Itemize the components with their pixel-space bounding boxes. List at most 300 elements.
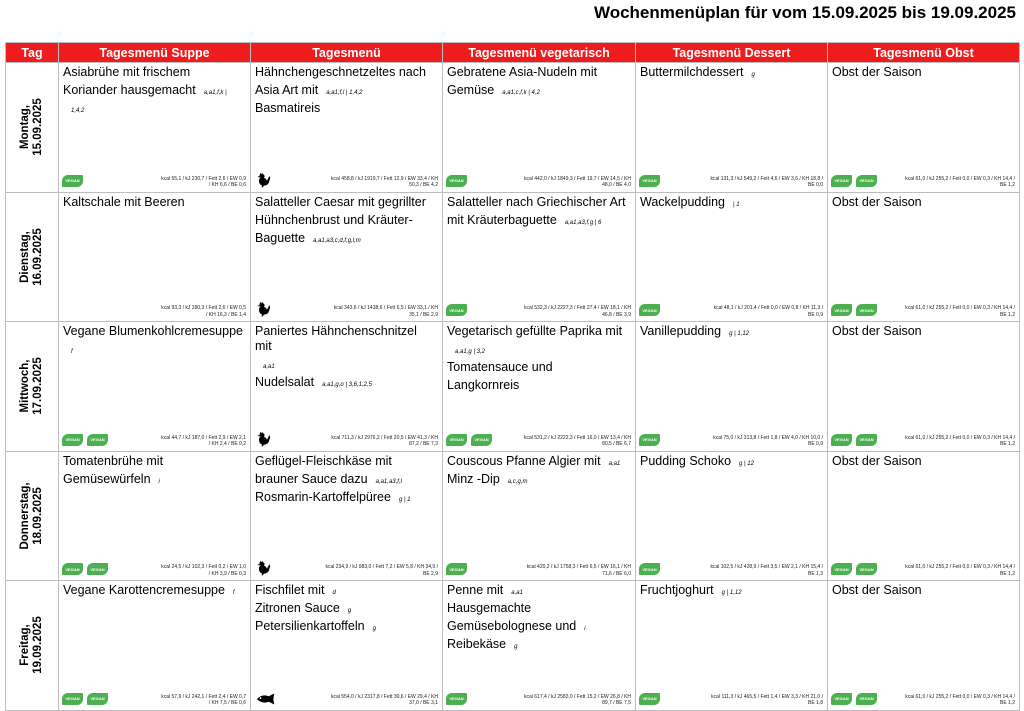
allergen-codes: g xyxy=(514,644,518,650)
dish-text: Hausgemachte xyxy=(447,601,532,615)
dish-line xyxy=(640,583,822,601)
menu-cell-content xyxy=(636,452,827,581)
nutrition-line: kcal 61,0 / kJ 255,2 / Fett 0,0 / EW 0,3 / KH 14,4 / xyxy=(905,434,1015,441)
badge-group xyxy=(831,693,877,705)
dish-name xyxy=(255,195,437,249)
vegan-leaf-icon: VEGAN xyxy=(639,304,660,316)
dish-line xyxy=(255,490,437,508)
day-row xyxy=(6,192,1020,322)
dish-line xyxy=(63,342,245,360)
day-label xyxy=(19,616,45,674)
menu-cell-obst xyxy=(828,451,1020,581)
badge-group xyxy=(831,563,877,575)
menu-cell-content xyxy=(443,322,635,451)
dish-line xyxy=(447,619,630,637)
vegan-leaf-icon: VEGAN xyxy=(831,175,852,187)
vegan-leaf-icon: VEGAN xyxy=(62,693,83,705)
dish-text: Fischfilet mit xyxy=(255,583,325,597)
dish-line xyxy=(255,454,437,472)
dish-name xyxy=(255,65,437,119)
dish-line xyxy=(447,83,630,101)
dish-line xyxy=(63,324,245,342)
menu-cell-content xyxy=(636,193,827,322)
badge-group xyxy=(639,563,660,575)
dish-name xyxy=(832,65,1014,83)
nutrition-line: 89,7 / BE 7,5 xyxy=(602,700,631,706)
dish-name xyxy=(447,454,630,490)
dish-line xyxy=(255,583,437,601)
menu-cell-menu xyxy=(251,192,443,322)
dish-line xyxy=(63,583,245,601)
vegan-leaf-icon: VEGAN xyxy=(831,434,852,446)
allergen-codes: i xyxy=(158,478,160,485)
allergen-codes: a,a1,c,f,k | 4,2 xyxy=(502,90,540,96)
nutrition-info xyxy=(713,435,823,448)
vegan-leaf-icon: VEGAN xyxy=(856,563,877,575)
dish-line xyxy=(640,454,822,472)
nutrition-info xyxy=(527,564,631,577)
dish-line xyxy=(255,65,437,83)
nutrition-line: 80,5 / BE 6,7 xyxy=(602,441,631,447)
dish-text: Obst der Saison xyxy=(832,194,922,209)
nutrition-line: kcal 458,8 / kJ 1919,7 / Fett 12,9 / EW 33,4 / KH xyxy=(331,175,438,182)
menu-cell-suppe xyxy=(59,63,251,193)
nutrition-line: 46,8 / BE 3,9 xyxy=(602,311,631,318)
dish-line xyxy=(255,231,437,249)
badge-group xyxy=(639,693,660,705)
badge-group xyxy=(639,304,660,316)
badge-group xyxy=(831,434,877,446)
allergen-codes: 1,4,2 xyxy=(71,108,85,114)
dish-name xyxy=(832,195,1014,213)
menu-cell-content xyxy=(59,581,250,710)
dish-line xyxy=(640,195,822,213)
dish-text: Koriander hausgemacht xyxy=(63,83,196,97)
menu-cell-obst xyxy=(828,581,1020,711)
dish-name xyxy=(63,324,245,360)
nutrition-line: kcal 554,0 / kJ 2317,8 / Fett 30,6 / EW 29,4 / KH xyxy=(331,693,438,700)
allergen-codes: a,a1,a3,c,d,f,g,l,m xyxy=(313,237,361,244)
dish-name xyxy=(832,454,1014,472)
dish-text: Rosmarin-Kartoffelpüree xyxy=(255,489,391,504)
vegan-leaf-icon: VEGAN xyxy=(856,175,877,187)
dish-text: Tomatensauce und xyxy=(447,360,553,374)
dish-text: Fruchtjoghurt xyxy=(640,583,714,597)
day-label xyxy=(19,228,45,286)
nutrition-line: kcal 532,3 / kJ 2227,3 / Fett 27,4 / EW 18,1 / KH xyxy=(524,305,631,311)
day-date: 17.09.2025 xyxy=(32,357,44,416)
allergen-codes: g xyxy=(751,72,755,78)
menu-cell-content xyxy=(828,452,1019,581)
dish-text: Asia Art mit xyxy=(255,83,319,97)
dish-line xyxy=(255,472,437,490)
vegan-leaf-icon: VEGAN xyxy=(471,434,492,446)
dish-line xyxy=(63,101,245,119)
nutrition-line: kcal 234,9 / kJ 983,0 / Fett 7,2 / EW 5,8 / KH 34,9 / xyxy=(325,564,438,570)
dish-text: Obst der Saison xyxy=(832,324,922,338)
menu-cell-menu xyxy=(251,451,443,581)
menu-cell-content xyxy=(443,581,635,710)
allergen-codes: g xyxy=(347,608,352,614)
allergen-codes: | 1 xyxy=(733,201,740,208)
dish-text: Paniertes Hähnchenschnitzel mit xyxy=(255,324,417,353)
dish-name xyxy=(447,195,630,231)
allergen-codes: f xyxy=(232,590,235,596)
nutrition-line: BE 0,0 xyxy=(807,182,823,188)
nutrition-line: BE 0,9 xyxy=(807,311,823,318)
vegan-leaf-icon: VEGAN xyxy=(62,563,83,575)
rooster-icon xyxy=(255,172,271,188)
nutrition-line: kcal 61,0 / kJ 255,2 / Fett 0,0 / EW 0,3 / KH 14,4 / xyxy=(905,305,1015,311)
menu-cell-content xyxy=(443,452,635,581)
vegan-leaf-icon: VEGAN xyxy=(87,434,108,446)
menu-cell-content xyxy=(443,193,635,322)
badge-group xyxy=(639,434,660,446)
dish-text: Vegane Karottencremesuppe xyxy=(63,583,225,597)
vegan-leaf-icon: VEGAN xyxy=(831,563,852,575)
nutrition-line: / KH 2,4 / BE 0,2 xyxy=(208,441,246,447)
nutrition-info xyxy=(710,176,823,189)
nutrition-line: kcal 131,3 / kJ 549,2 / Fett 4,6 / EW 3,6 / KH 18,8 / xyxy=(710,175,823,182)
menu-cell-content xyxy=(636,63,827,192)
day-label-cell xyxy=(6,322,59,452)
dish-line xyxy=(832,583,1014,601)
dish-name xyxy=(640,454,822,472)
menu-cell-obst xyxy=(828,63,1020,193)
nutrition-info xyxy=(905,694,1015,707)
nutrition-line: BE 1,2 xyxy=(999,311,1015,318)
day-label xyxy=(19,98,45,156)
day-label-cell xyxy=(6,581,59,711)
vegan-leaf-icon: VEGAN xyxy=(856,304,877,316)
dish-text: Tomatenbrühe mit xyxy=(63,453,164,468)
dish-line xyxy=(255,601,437,619)
dish-name xyxy=(255,324,437,393)
dish-text: Hühnchenbrust und Kräuter- xyxy=(255,212,413,227)
menu-cell-content xyxy=(828,581,1019,710)
menu-cell-content xyxy=(828,193,1019,322)
nutrition-info xyxy=(905,435,1015,448)
dish-text: Obst der Saison xyxy=(832,583,922,597)
nutrition-line: kcal 75,0 / kJ 313,8 / Fett 1,8 / EW 4,0 / KH 10,0 / xyxy=(713,434,823,441)
dish-line xyxy=(63,83,245,101)
day-date: 19.09.2025 xyxy=(32,616,44,675)
nutrition-line: 50,3 / BE 4,2 xyxy=(409,182,438,188)
menu-cell-vegetarisch xyxy=(443,451,636,581)
nutrition-info xyxy=(524,435,631,448)
nutrition-line: kcal 55,1 / kJ 230,7 / Fett 2,6 / EW 0,9 xyxy=(161,175,246,182)
fish-icon xyxy=(255,692,277,706)
column-header-tag: Tag xyxy=(6,43,59,63)
day-date: 15.09.2025 xyxy=(32,98,44,157)
day-name: Mittwoch, xyxy=(19,359,31,413)
nutrition-line: 87,2 / BE 7,3 xyxy=(409,441,438,447)
nutrition-line: kcal 711,3 / kJ 2976,2 / Fett 20,5 / EW 41,3 / KH xyxy=(331,434,438,441)
dish-text: Petersilienkartoffeln xyxy=(255,619,365,633)
dish-line xyxy=(447,342,630,360)
allergen-codes: a,a1,a3,f,g | 6 xyxy=(564,219,602,226)
dish-text: brauner Sauce dazu xyxy=(255,471,368,486)
rooster-icon xyxy=(255,301,271,317)
menu-cell-content xyxy=(828,63,1019,192)
nutrition-line: kcal 61,0 / kJ 255,2 / Fett 0,0 / EW 0,3 / KH 14,4 / xyxy=(905,564,1015,570)
day-label xyxy=(19,357,45,415)
dish-text: Vegane Blumenkohlcremesuppe xyxy=(63,324,243,338)
day-name: Donnerstag, xyxy=(19,482,31,550)
nutrition-line: BE 0,9 xyxy=(807,441,823,447)
menu-cell-content xyxy=(636,581,827,710)
nutrition-info xyxy=(334,305,438,318)
dish-text: Couscous Pfanne Algier mit xyxy=(447,453,601,468)
vegan-leaf-icon: VEGAN xyxy=(639,175,660,187)
menu-cell-dessert xyxy=(636,451,828,581)
allergen-codes: a,c,g,m xyxy=(507,478,528,485)
dish-line xyxy=(255,195,437,213)
day-name: Freitag, xyxy=(19,624,31,667)
badge-group xyxy=(446,434,492,446)
menu-cell-obst xyxy=(828,192,1020,322)
rooster-icon xyxy=(255,431,271,447)
column-header-menu: Tagesmenü xyxy=(251,43,443,63)
dish-line xyxy=(832,195,1014,213)
allergen-codes: a,a1,g | 3,2 xyxy=(455,349,485,355)
dish-line xyxy=(447,583,630,601)
dish-line xyxy=(447,454,630,472)
nutrition-info xyxy=(161,435,246,448)
menu-cell-content xyxy=(251,452,442,581)
menu-cell-content xyxy=(443,63,635,192)
nutrition-line: / KH 3,9 / BE 0,3 xyxy=(208,570,246,577)
nutrition-line: 37,0 / BE 3,1 xyxy=(409,700,438,706)
badge-group xyxy=(446,563,467,575)
dish-line xyxy=(832,454,1014,472)
dish-line xyxy=(447,195,630,213)
allergen-codes: a,a1 xyxy=(608,460,621,467)
dish-text: Gemüsebolognese und xyxy=(447,619,577,633)
nutrition-line: BE 1,2 xyxy=(999,700,1015,706)
nutrition-line: 71,6 / BE 6,0 xyxy=(602,570,631,577)
allergen-codes: i xyxy=(584,626,586,632)
nutrition-line: kcal 102,5 / kJ 428,9 / Fett 3,5 / EW 2,1 / KH 15,4 / xyxy=(710,564,823,570)
nutrition-line: kcal 57,9 / kJ 242,1 / Fett 2,4 / EW 0,7 xyxy=(161,693,246,700)
allergen-codes: a,a1,g,o | 3,6,1,2,5 xyxy=(322,382,373,388)
menu-cell-content xyxy=(251,322,442,451)
nutrition-line: / KH 7,5 / BE 0,6 xyxy=(208,700,246,706)
dish-line xyxy=(447,472,630,490)
dish-text: Minz -Dip xyxy=(447,471,500,486)
vegan-leaf-icon: VEGAN xyxy=(446,434,467,446)
day-label-cell xyxy=(6,192,59,322)
page-title: Wochenmenüplan für vom 15.09.2025 bis 19.09.2025 xyxy=(593,3,1016,22)
badge-group xyxy=(446,693,467,705)
nutrition-info xyxy=(331,176,438,189)
dish-name xyxy=(832,583,1014,601)
nutrition-line: / KH 16,3 / BE 1,4 xyxy=(205,311,246,318)
menu-cell-dessert xyxy=(636,322,828,452)
allergen-codes: a,a1 xyxy=(263,364,275,370)
nutrition-line: BE 1,2 xyxy=(999,570,1015,577)
dish-text: Reibekäse xyxy=(447,637,507,651)
menu-cell-suppe xyxy=(59,192,251,322)
dish-name xyxy=(447,324,630,396)
nutrition-info xyxy=(331,694,438,707)
day-date: 16.09.2025 xyxy=(32,227,44,286)
dish-name xyxy=(63,583,245,601)
badge-group xyxy=(446,175,467,187)
dish-line xyxy=(447,65,630,83)
menu-cell-content xyxy=(59,193,250,322)
menu-cell-content xyxy=(59,452,250,581)
dish-text: Wackelpudding xyxy=(640,194,726,209)
dish-text: Obst der Saison xyxy=(832,453,922,468)
vegan-leaf-icon: VEGAN xyxy=(639,434,660,446)
nutrition-info xyxy=(714,305,823,318)
menu-cell-vegetarisch xyxy=(443,322,636,452)
allergen-codes: g | 1 xyxy=(398,496,411,503)
allergen-codes: g xyxy=(372,626,376,632)
day-label-cell xyxy=(6,451,59,581)
dish-text: Gebratene Asia-Nudeln mit xyxy=(447,65,598,79)
badge-group xyxy=(62,434,108,446)
dish-text: Langkornreis xyxy=(447,378,520,392)
dish-line xyxy=(63,65,245,83)
menu-cell-content xyxy=(828,322,1019,451)
column-header-obst: Tagesmenü Obst xyxy=(828,43,1020,63)
dish-text: Gemüsewürfeln xyxy=(63,471,151,486)
dish-line xyxy=(447,324,630,342)
menu-cell-vegetarisch xyxy=(443,63,636,193)
menu-cell-vegetarisch xyxy=(443,581,636,711)
nutrition-info xyxy=(524,305,631,318)
dish-text: Kaltschale mit Beeren xyxy=(63,194,185,209)
nutrition-info xyxy=(905,564,1015,577)
dish-line xyxy=(255,213,437,231)
menu-cell-menu xyxy=(251,322,443,452)
menu-plan-table xyxy=(5,42,1020,711)
menu-cell-menu xyxy=(251,63,443,193)
day-date: 18.09.2025 xyxy=(32,486,44,545)
nutrition-info xyxy=(161,564,246,577)
nutrition-line: kcal 420,2 / kJ 1758,3 / Fett 6,5 / EW 16,1 / KH xyxy=(526,564,631,570)
dish-text: Gemüse xyxy=(447,83,495,97)
vegan-leaf-icon: VEGAN xyxy=(856,693,877,705)
allergen-codes: g | 12 xyxy=(739,460,754,467)
dish-text: Nudelsalat xyxy=(255,375,315,389)
dish-text: Salatteller Caesar mit gegrillter xyxy=(255,194,426,209)
dish-line xyxy=(255,83,437,101)
dish-line xyxy=(447,637,630,655)
nutrition-info xyxy=(711,694,823,707)
vegan-leaf-icon: VEGAN xyxy=(446,304,467,316)
dish-line xyxy=(447,213,630,231)
dish-name xyxy=(640,583,822,601)
nutrition-info xyxy=(161,694,246,707)
nutrition-line: kcal 61,0 / kJ 255,2 / Fett 0,0 / EW 0,3 / KH 14,4 / xyxy=(905,175,1015,182)
nutrition-info xyxy=(905,305,1015,318)
dish-name xyxy=(63,195,245,213)
dish-line xyxy=(63,472,245,490)
column-header-suppe: Tagesmenü Suppe xyxy=(59,43,251,63)
nutrition-line: kcal 61,0 / kJ 255,2 / Fett 0,0 / EW 0,3 / KH 14,4 / xyxy=(905,693,1015,700)
nutrition-line: 48,0 / BE 4,0 xyxy=(602,182,631,188)
nutrition-line: 35,1 / BE 2,9 xyxy=(409,311,438,318)
menu-cell-content xyxy=(59,322,250,451)
dish-name xyxy=(640,65,822,83)
menu-cell-dessert xyxy=(636,63,828,193)
dish-text: Zitronen Sauce xyxy=(255,601,340,615)
vegan-leaf-icon: VEGAN xyxy=(62,434,83,446)
nutrition-info xyxy=(524,176,631,189)
day-name: Dienstag, xyxy=(19,230,31,283)
dish-line xyxy=(63,454,245,472)
dish-line xyxy=(832,324,1014,342)
badge-group xyxy=(62,693,108,705)
day-label xyxy=(19,482,45,549)
dish-text: Obst der Saison xyxy=(832,65,922,79)
dish-text: Geflügel-Fleischkäse mit xyxy=(255,453,392,468)
vegan-leaf-icon: VEGAN xyxy=(639,693,660,705)
dish-name xyxy=(255,454,437,508)
nutrition-info xyxy=(161,176,246,189)
dish-line xyxy=(255,375,437,393)
vegan-leaf-icon: VEGAN xyxy=(87,563,108,575)
nutrition-line: kcal 111,3 / kJ 465,5 / Fett 1,4 / EW 3,3 / KH 21,0 / xyxy=(711,693,823,700)
dish-text: Vegetarisch gefüllte Paprika mit xyxy=(447,324,623,338)
nutrition-line: BE 1,8 xyxy=(807,700,823,706)
nutrition-line: kcal 531,2 / kJ 2222,3 / Fett 16,0 / EW 13,4 / KH xyxy=(524,434,631,441)
allergen-codes: f xyxy=(71,349,73,355)
menu-cell-dessert xyxy=(636,581,828,711)
dish-line xyxy=(255,324,437,357)
dish-name xyxy=(447,65,630,101)
dish-name xyxy=(63,454,245,490)
vegan-leaf-icon: VEGAN xyxy=(446,693,467,705)
dish-line xyxy=(832,65,1014,83)
dish-name xyxy=(832,324,1014,342)
vegan-leaf-icon: VEGAN xyxy=(87,693,108,705)
allergen-codes: a,a1,f,l | 1,4,2 xyxy=(326,90,363,96)
dish-text: Vanillepudding xyxy=(640,324,722,338)
allergen-codes: g | 1,12 xyxy=(721,590,742,596)
menu-cell-content xyxy=(251,581,442,710)
badge-group xyxy=(62,175,83,187)
nutrition-line: kcal 48,1 / kJ 201,4 / Fett 0,0 / EW 0,8 / KH 11,3 / xyxy=(713,305,823,311)
menu-cell-suppe xyxy=(59,451,251,581)
dish-text: Asiabrühe mit frischem xyxy=(63,65,191,79)
nutrition-line: BE 1,3 xyxy=(807,570,823,577)
column-header-dessert: Tagesmenü Dessert xyxy=(636,43,828,63)
nutrition-info xyxy=(331,435,438,448)
nutrition-line: kcal 617,4 / kJ 2583,0 / Fett 15,2 / EW 26,8 / KH xyxy=(524,693,631,700)
nutrition-line: kcal 343,6 / kJ 1438,6 / Fett 6,5 / EW 33,1 / KH xyxy=(333,305,438,311)
vegan-leaf-icon: VEGAN xyxy=(639,563,660,575)
vegan-leaf-icon: VEGAN xyxy=(856,434,877,446)
dish-text: Pudding Schoko xyxy=(640,453,732,468)
nutrition-line: kcal 93,3 / kJ 390,3 / Fett 2,6 / EW 0,5 xyxy=(161,305,246,311)
dish-line xyxy=(640,324,822,342)
nutrition-line: kcal 442,0 / kJ 1849,3 / Fett 19,7 / EW 14,5 / KH xyxy=(524,175,631,182)
day-row xyxy=(6,322,1020,452)
menu-cell-menu xyxy=(251,581,443,711)
allergen-codes: a,a1,a3,f,l xyxy=(375,478,402,485)
vegan-leaf-icon: VEGAN xyxy=(446,563,467,575)
nutrition-info xyxy=(161,305,246,318)
dish-line xyxy=(255,619,437,637)
dish-name xyxy=(640,195,822,213)
vegan-leaf-icon: VEGAN xyxy=(446,175,467,187)
nutrition-line: BE 1,2 xyxy=(999,441,1015,447)
allergen-codes: a,a1,f,k | xyxy=(203,90,227,96)
